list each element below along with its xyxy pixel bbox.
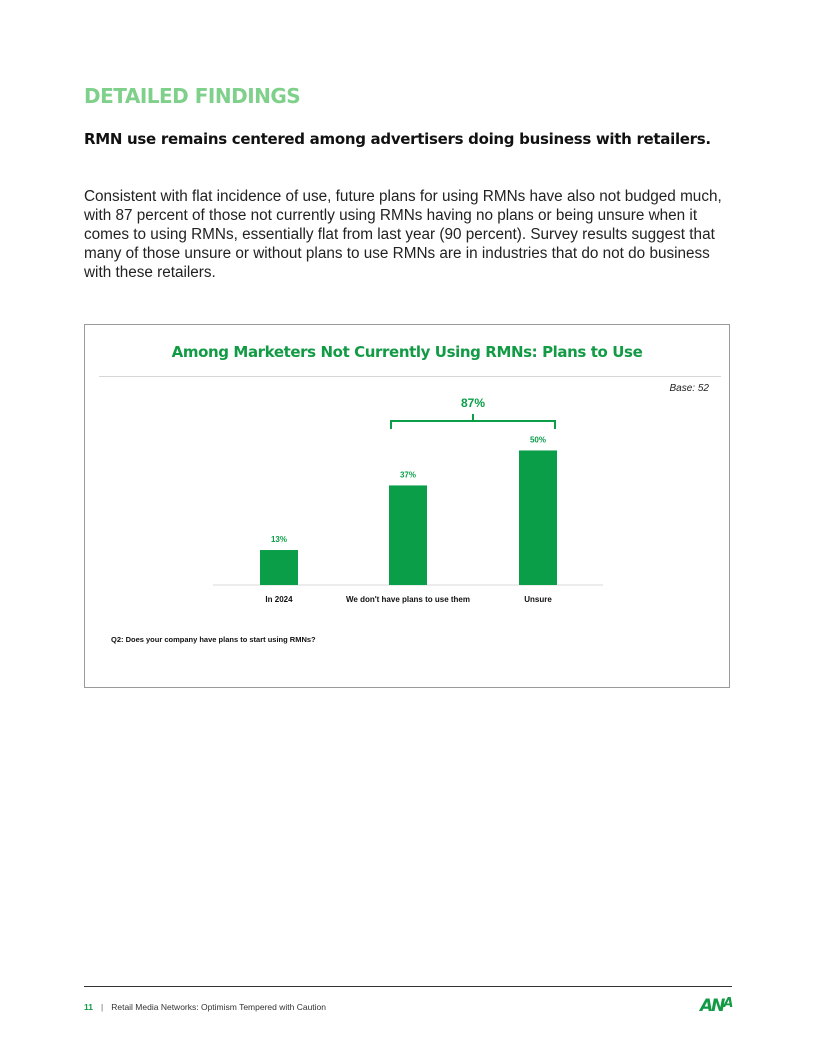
survey-question: Q2: Does your company have plans to start using RMNs? xyxy=(111,635,316,644)
headline: RMN use remains centered among advertisers doing business with retailers. xyxy=(84,130,711,148)
footer-title: Retail Media Networks: Optimism Tempered with Caution xyxy=(111,1002,327,1012)
ana-logo-main: AN xyxy=(700,996,724,1016)
base-note: Base: 52 xyxy=(669,383,709,394)
bar-0 xyxy=(260,550,298,585)
category-label-1: We don't have plans to use them xyxy=(346,595,470,604)
footer xyxy=(84,1002,326,1012)
chart-frame xyxy=(84,324,730,688)
category-label-2: Unsure xyxy=(524,595,552,604)
ana-logo-small: A xyxy=(723,996,732,1011)
bar-2 xyxy=(519,450,557,585)
page-number: 11 xyxy=(84,1002,93,1012)
chart-title: Among Marketers Not Currently Using RMNs: Plans to Use xyxy=(171,343,643,361)
section-label: DETAILED FINDINGS xyxy=(84,84,301,108)
data-label-2: 50% xyxy=(529,435,547,445)
footer-separator: | xyxy=(101,1002,104,1012)
bracket xyxy=(391,414,555,429)
data-label-0: 13% xyxy=(270,535,288,545)
bar-chart xyxy=(85,325,731,625)
data-label-1: 37% xyxy=(399,470,417,480)
footer-rule xyxy=(84,986,732,987)
category-label-0: In 2024 xyxy=(265,595,293,604)
bar-1 xyxy=(389,485,427,585)
bracket-label: 87% xyxy=(460,396,486,410)
body-paragraph: Consistent with flat incidence of use, future plans for using RMNs have also not budged much, with 87 percent of those not currently using RMNs having no plans or being unsure when it comes to using RMNs, essentially flat from last year (90 percent). Survey results suggest that many of those unsure or without plans to use RMNs are in industries that do not do business with these retailers. xyxy=(84,188,722,281)
ana-logo xyxy=(700,996,731,1016)
